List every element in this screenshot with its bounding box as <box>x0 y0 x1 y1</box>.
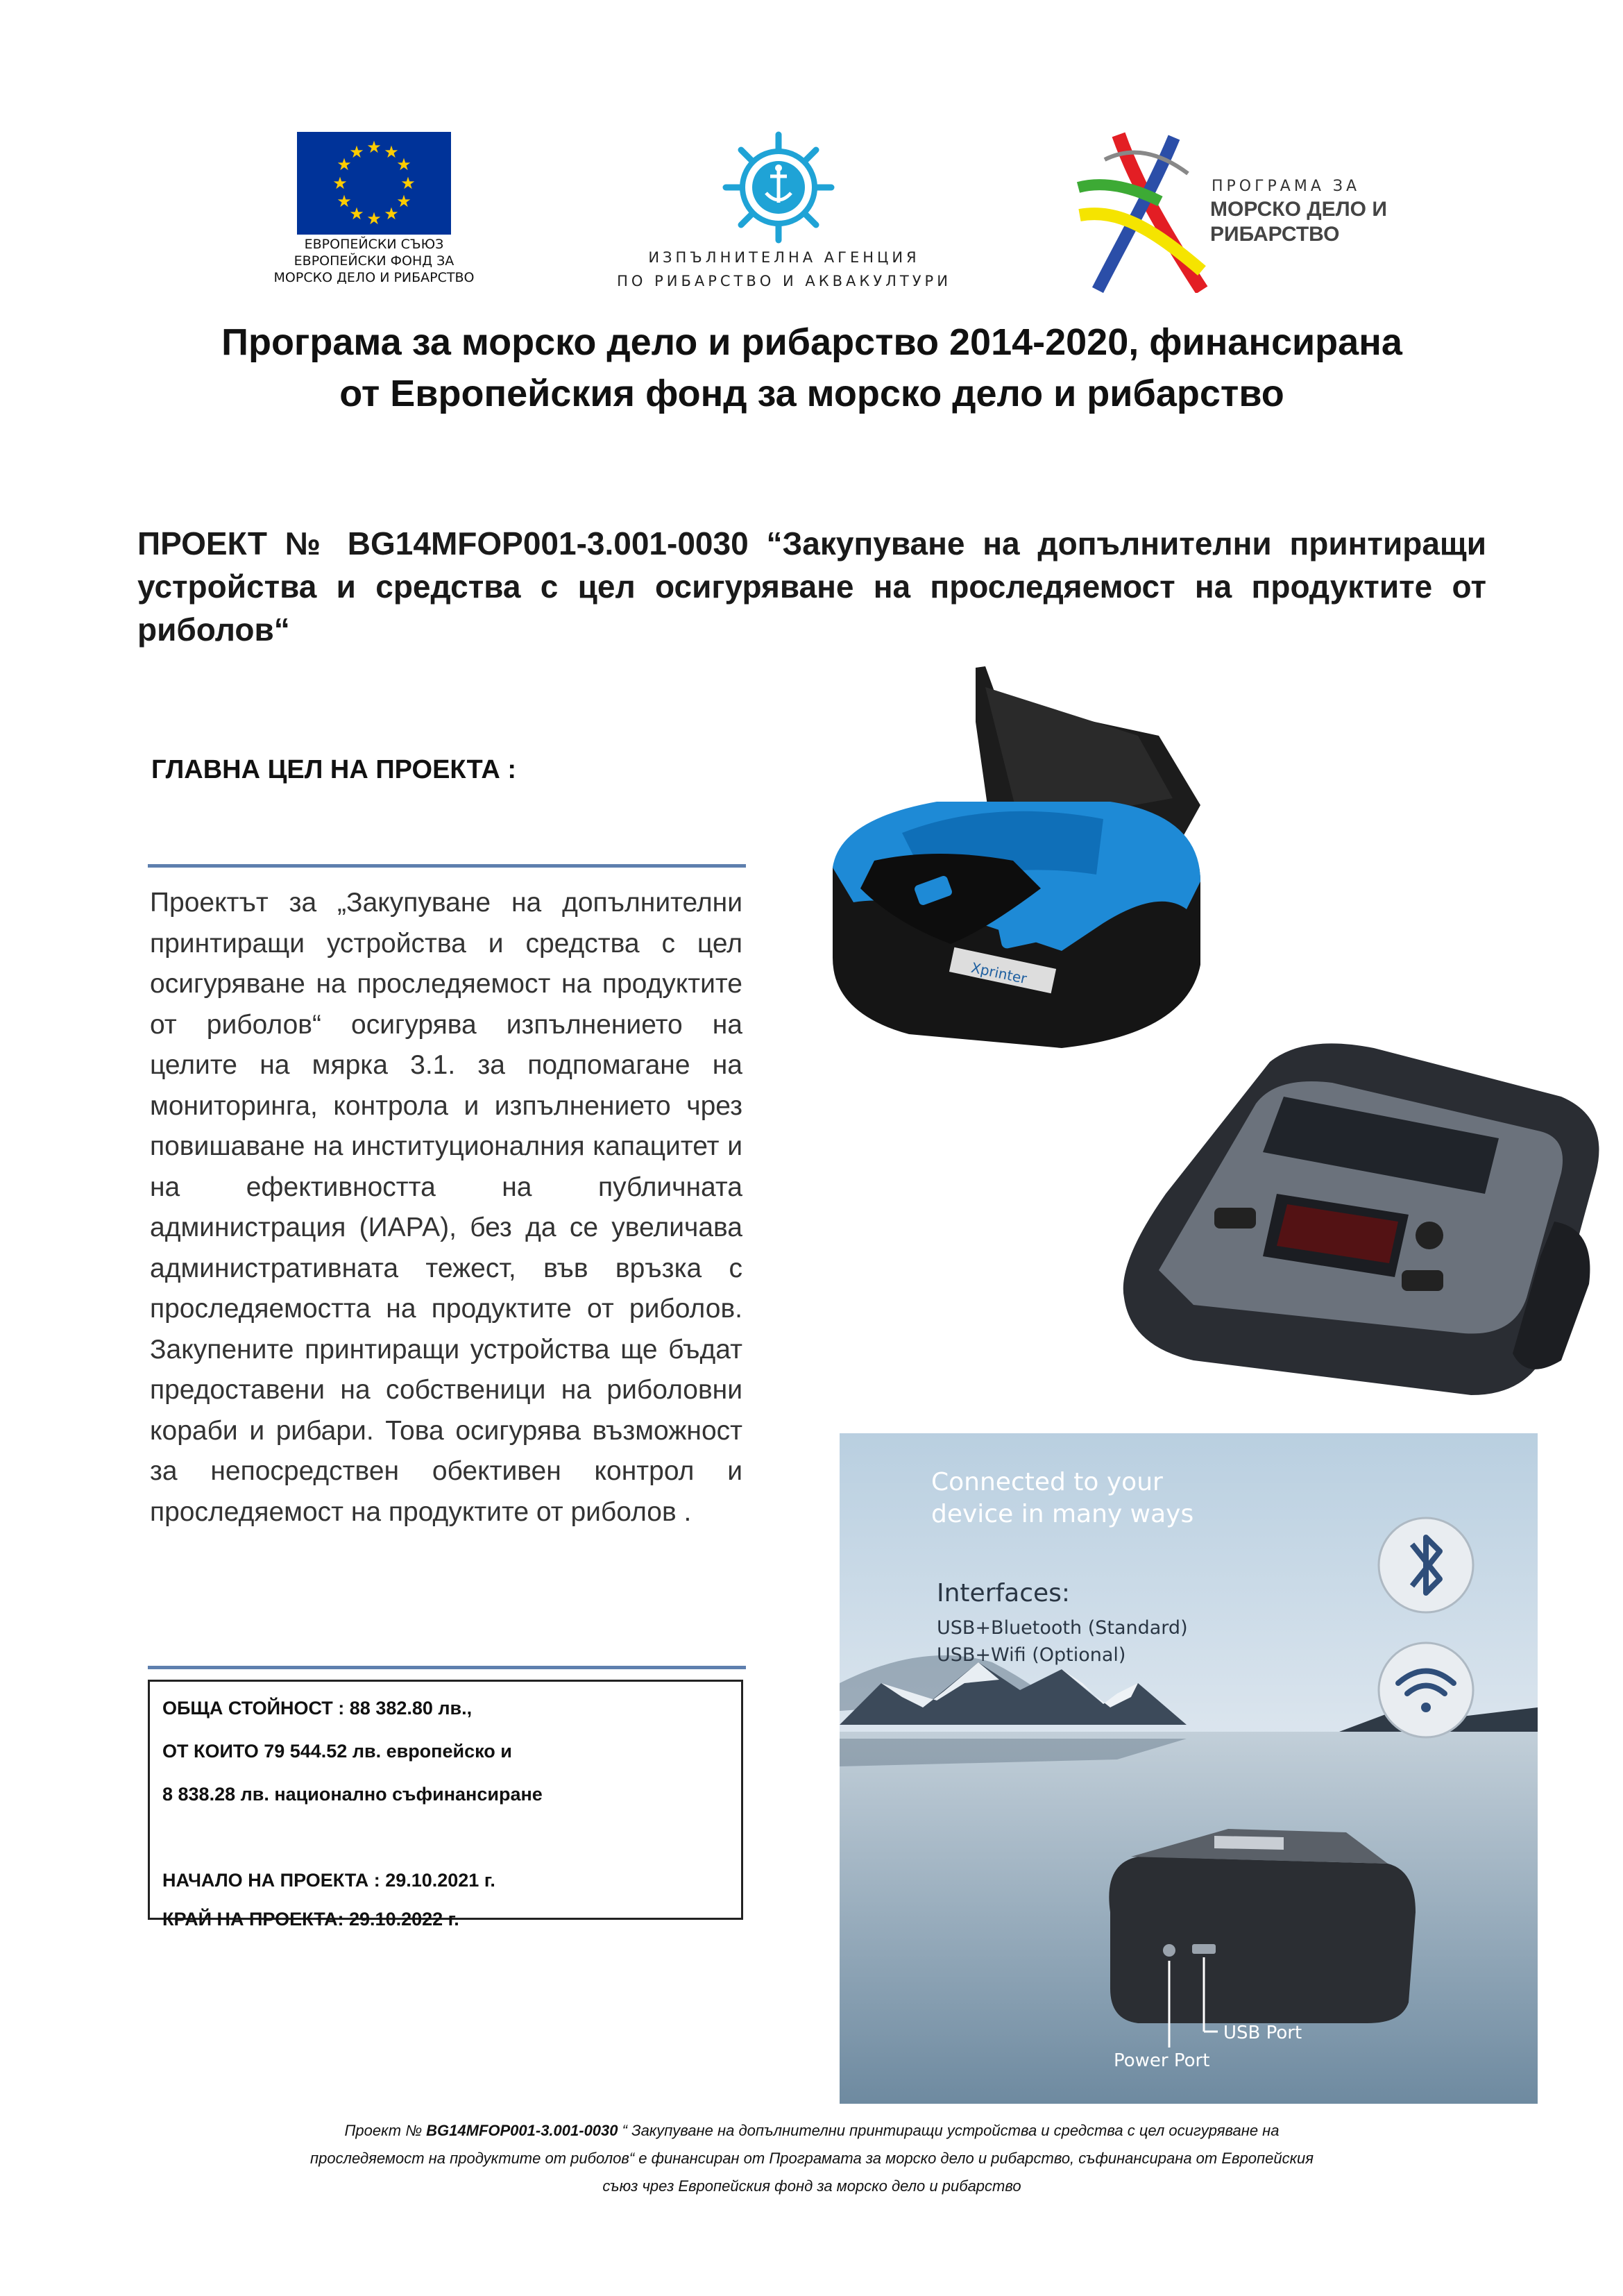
agency-name-line: ИЗПЪЛНИТЕЛНА АГЕНЦИЯ <box>648 249 920 266</box>
agency-name-line: ПО РИБАРСТВО И АКВАКУЛТУРИ <box>617 273 951 289</box>
agency-helm-logo <box>722 130 835 244</box>
program-logo-line: МОРСКО ДЕЛО И <box>1210 198 1387 221</box>
svg-text:★: ★ <box>396 155 411 174</box>
svg-text:★: ★ <box>349 142 364 162</box>
interface-option: USB+Bluetooth (Standard) <box>937 1617 1188 1639</box>
footer-note <box>118 2117 1506 2200</box>
eu-funding: ОТ КОИТО 79 544.52 лв. европейско и <box>162 1741 512 1762</box>
connectivity-photo <box>840 1433 1538 2104</box>
svg-text:★: ★ <box>400 174 416 193</box>
usb-port-label: USB Port <box>1223 2023 1302 2043</box>
page-title-line: от Европейския фонд за морско дело и рибарство <box>339 373 1284 414</box>
program-logo-small-text: ПРОГРАМА ЗА <box>1212 178 1361 195</box>
divider <box>148 864 746 868</box>
interfaces-title: Interfaces: <box>937 1579 1071 1607</box>
svg-text:★: ★ <box>337 192 352 211</box>
eu-caption-line: МОРСКО ДЕЛО И РИБАРСТВО <box>273 270 475 285</box>
program-logo-big-text <box>1210 197 1387 247</box>
national-funding: 8 838.28 лв. национално съфинансиране <box>162 1784 543 1805</box>
footer-text: “ Закупуване на допълнителни принтиращи устройства и средства с цел осигуряване на <box>618 2122 1280 2139</box>
photo-headline: device in many ways <box>931 1500 1194 1528</box>
power-port-label: Power Port <box>1114 2050 1210 2071</box>
footer-line: проследяемост на продуктите от риболов“ е финансиран от Програмата за морско дело и рибарство, съфинансирана от Европейския <box>310 2150 1314 2167</box>
footer-line <box>118 2117 1506 2145</box>
printer-brand-label: Xprinter <box>969 959 1028 988</box>
eu-flag-logo <box>297 132 451 235</box>
interface-option: USB+Wifi (Optional) <box>937 1644 1126 1666</box>
svg-text:★: ★ <box>396 192 411 211</box>
svg-text:★: ★ <box>366 209 382 228</box>
svg-text:★: ★ <box>337 155 352 174</box>
program-logo-line: РИБАРСТВО <box>1210 223 1340 246</box>
project-title: ПРОЕКТ № BG14MFOP001-3.001-0030 “Закупуване на допълнителни принтиращи устройства и средства с цел осигуряване на проследяемост на продуктите от риболов“ <box>137 525 1486 648</box>
page-title-line: Програма за морско дело и рибарство 2014-2020, финансирана <box>221 321 1402 363</box>
footer-text: Проект № <box>344 2122 427 2139</box>
goal-heading: ГЛАВНА ЦЕЛ НА ПРОЕКТА : <box>151 755 517 784</box>
project-start: НАЧАЛО НА ПРОЕКТА : 29.10.2021 г. <box>162 1870 495 1891</box>
svg-text:★: ★ <box>366 137 382 157</box>
total-value: ОБЩА СТОЙНОСТ : 88 382.80 лв., <box>162 1698 473 1719</box>
goal-text: Проектът за „Закупуване на допълнителни принтиращи устройства и средства с цел осигуряване на проследяемост на продуктите от риболов“ осигурява изпълнението на целите на мярка 3.1. за подпомагане на мониторинга, контрола и изпълнението чрез повишаване на институционалния капацитет и на ефективността на публичната администрация (ИАРА), без да се увеличава административната тежест, във връзка с проследяемостта на продуктите от риболов. Закупените принтиращи устройства ще бъдат предоставени на собственици на риболовни кораби и рибари. Това осигурява възможност за непосредствен обективен контрол и проследяемост на продуктите от риболов . <box>150 888 742 1527</box>
blue-printer-image <box>812 659 1228 1062</box>
project-end: КРАЙ НА ПРОЕКТА: 29.10.2022 г. <box>162 1909 459 1930</box>
footer-project-code: BG14MFOP001-3.001-0030 <box>426 2122 618 2139</box>
svg-text:★: ★ <box>332 174 348 193</box>
svg-text:★: ★ <box>349 204 364 223</box>
eu-stars-icon <box>297 132 451 235</box>
agency-name <box>590 246 978 293</box>
photo-headline: Connected to your <box>931 1468 1163 1496</box>
grey-printer-image <box>1110 1034 1610 1423</box>
program-ribbon-logo <box>1077 132 1209 293</box>
eu-caption-line: ЕВРОПЕЙСКИ СЪЮЗ <box>304 237 444 252</box>
footer-line: съюз чрез Европейския фонд за морско дело и рибарство <box>602 2177 1021 2195</box>
page-title <box>104 316 1520 419</box>
svg-text:★: ★ <box>384 204 399 223</box>
eu-caption <box>264 236 484 286</box>
divider <box>148 1666 746 1669</box>
eu-caption-line: ЕВРОПЕЙСКИ ФОНД ЗА <box>294 253 454 269</box>
svg-text:★: ★ <box>384 142 399 162</box>
